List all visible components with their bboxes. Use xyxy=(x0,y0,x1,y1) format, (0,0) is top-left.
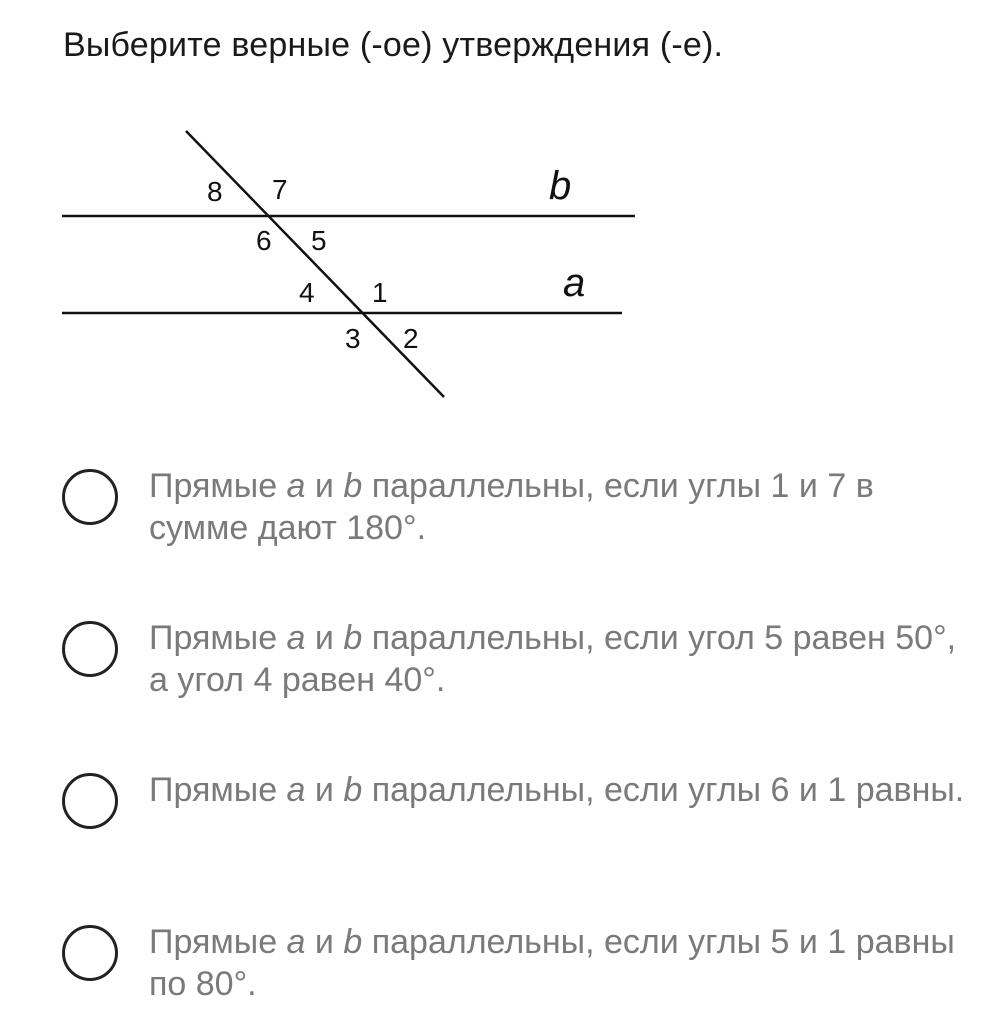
angle-label-2: 2 xyxy=(403,323,419,354)
angle-label-7: 7 xyxy=(272,174,288,205)
var-b: b xyxy=(343,467,363,505)
angle-label-3: 3 xyxy=(345,323,361,354)
radio-button-1[interactable] xyxy=(62,469,118,525)
line-b-label: b xyxy=(549,164,572,208)
angle-label-1: 1 xyxy=(372,277,388,308)
parallel-lines-diagram xyxy=(0,0,700,420)
answer-option-3[interactable] xyxy=(62,769,972,829)
var-a: a xyxy=(286,771,306,809)
answer-option-4[interactable] xyxy=(62,921,972,1005)
option-text-3: Прямые a и b параллельны, если углы 6 и 1 равны. xyxy=(149,771,965,809)
var-a: a xyxy=(286,467,306,505)
transversal-line xyxy=(186,131,444,397)
angle-label-4: 4 xyxy=(299,277,315,308)
var-b: b xyxy=(343,923,363,961)
var-b: b xyxy=(343,771,363,809)
line-a-label: a xyxy=(563,261,586,305)
var-a: a xyxy=(286,619,306,657)
angle-label-5: 5 xyxy=(311,225,327,256)
angle-label-6: 6 xyxy=(256,225,272,256)
question-title: Выберите верные (-ое) утверждения (-е). xyxy=(63,26,724,64)
answer-option-2[interactable] xyxy=(62,617,972,701)
radio-button-2[interactable] xyxy=(62,621,118,677)
angle-label-8: 8 xyxy=(207,176,223,207)
var-a: a xyxy=(286,923,306,961)
option-text-4: Прямые a и b параллельны, если углы 5 и 1 равны по 80°. xyxy=(149,923,955,1003)
option-text-2: Прямые a и b параллельны, если угол 5 равен 50°, а угол 4 равен 40°. xyxy=(149,619,957,699)
answer-option-1[interactable] xyxy=(62,465,972,549)
option-text-1: Прямые a и b параллельны, если углы 1 и 7 в сумме дают 180°. xyxy=(149,467,874,547)
radio-button-4[interactable] xyxy=(62,925,118,981)
var-b: b xyxy=(343,619,363,657)
radio-button-3[interactable] xyxy=(62,773,118,829)
